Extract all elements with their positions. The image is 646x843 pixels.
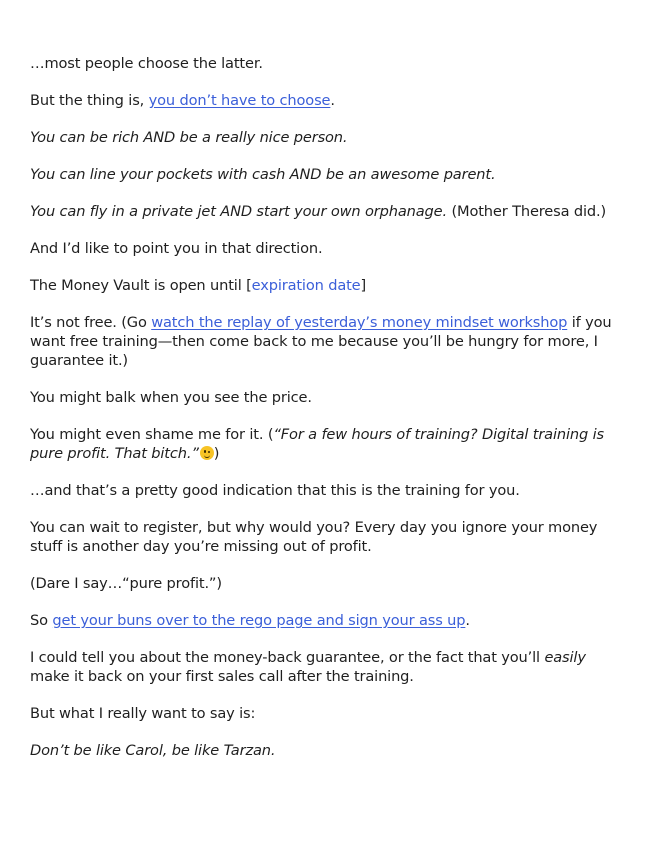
paragraph-latter bbox=[30, 54, 620, 73]
paragraph-text: But what I really want to say is: bbox=[30, 705, 256, 722]
paragraph-text: . bbox=[465, 612, 470, 629]
paragraph-choose bbox=[30, 91, 620, 110]
paragraph-text: I could tell you about the money-back guarantee, or the fact that you’ll bbox=[30, 649, 545, 666]
paragraph-text: So bbox=[30, 612, 53, 629]
paragraph-carol-tarzan bbox=[30, 741, 620, 760]
paragraph-text: easily bbox=[544, 649, 586, 666]
paragraph-text: ) bbox=[213, 445, 220, 462]
paragraph-rego-page bbox=[30, 611, 620, 630]
paragraph-text: (Dare I say…“pure profit.”) bbox=[30, 575, 222, 592]
paragraph-text: But the thing is, bbox=[30, 92, 149, 109]
paragraph-text: You can line your pockets with cash AND be an awesome parent. bbox=[30, 166, 496, 183]
paragraph-text: And I’d like to point you in that direction. bbox=[30, 240, 323, 257]
workshop-replay-link[interactable]: watch the replay of yesterday’s money mindset workshop bbox=[151, 314, 568, 331]
paragraph-not-free bbox=[30, 313, 620, 370]
paragraph-text: You can fly in a private jet AND start your own orphanage. bbox=[30, 203, 447, 220]
paragraph-private-jet bbox=[30, 202, 620, 221]
paragraph-direction bbox=[30, 239, 620, 258]
winking-face-icon bbox=[200, 446, 214, 460]
paragraph-text: Don’t be like Carol, be like Tarzan. bbox=[30, 742, 276, 759]
paragraph-cash-parent bbox=[30, 165, 620, 184]
rego-page-link[interactable]: get your buns over to the rego page and sign your ass up bbox=[52, 612, 466, 629]
paragraph-rich-nice bbox=[30, 128, 620, 147]
paragraph-text: You might even shame me for it. ( bbox=[30, 426, 274, 443]
paragraph-indication bbox=[30, 481, 620, 500]
paragraph-want-to-say bbox=[30, 704, 620, 723]
paragraph-balk bbox=[30, 388, 620, 407]
dont-have-to-choose-link[interactable]: you don’t have to choose bbox=[148, 92, 331, 109]
paragraph-text: …and that’s a pretty good indication that this is the training for you. bbox=[30, 482, 520, 499]
paragraph-vault-open bbox=[30, 276, 620, 295]
paragraph-text: It’s not free. (Go bbox=[30, 314, 152, 331]
paragraph-text: ] bbox=[360, 277, 367, 294]
paragraph-text: . bbox=[330, 92, 335, 109]
paragraph-text: The Money Vault is open until [ bbox=[30, 277, 252, 294]
paragraph-text: make it back on your first sales call after the training. bbox=[30, 668, 414, 685]
paragraph-wait-register bbox=[30, 518, 620, 556]
paragraph-text: You can be rich AND be a really nice person. bbox=[30, 129, 348, 146]
paragraph-text: if you want free training—then come back to me because you’ll be hungry for more, I guarantee it.) bbox=[30, 314, 612, 369]
paragraph-guarantee bbox=[30, 648, 620, 686]
paragraph-pure-profit bbox=[30, 574, 620, 593]
paragraph-text: You might balk when you see the price. bbox=[30, 389, 312, 406]
paragraph-text: …most people choose the latter. bbox=[30, 55, 263, 72]
document-body bbox=[30, 54, 620, 778]
paragraph-text: (Mother Theresa did.) bbox=[446, 203, 607, 220]
paragraph-shame bbox=[30, 425, 620, 463]
expiration-date-link[interactable]: expiration date bbox=[251, 277, 361, 294]
paragraph-text: You can wait to register, but why would you? Every day you ignore your money stuff is another day you’re missing out of profit. bbox=[30, 519, 598, 555]
paragraph-text: “For a few hours of training? Digital training is pure profit. That bitch.” bbox=[30, 426, 604, 462]
